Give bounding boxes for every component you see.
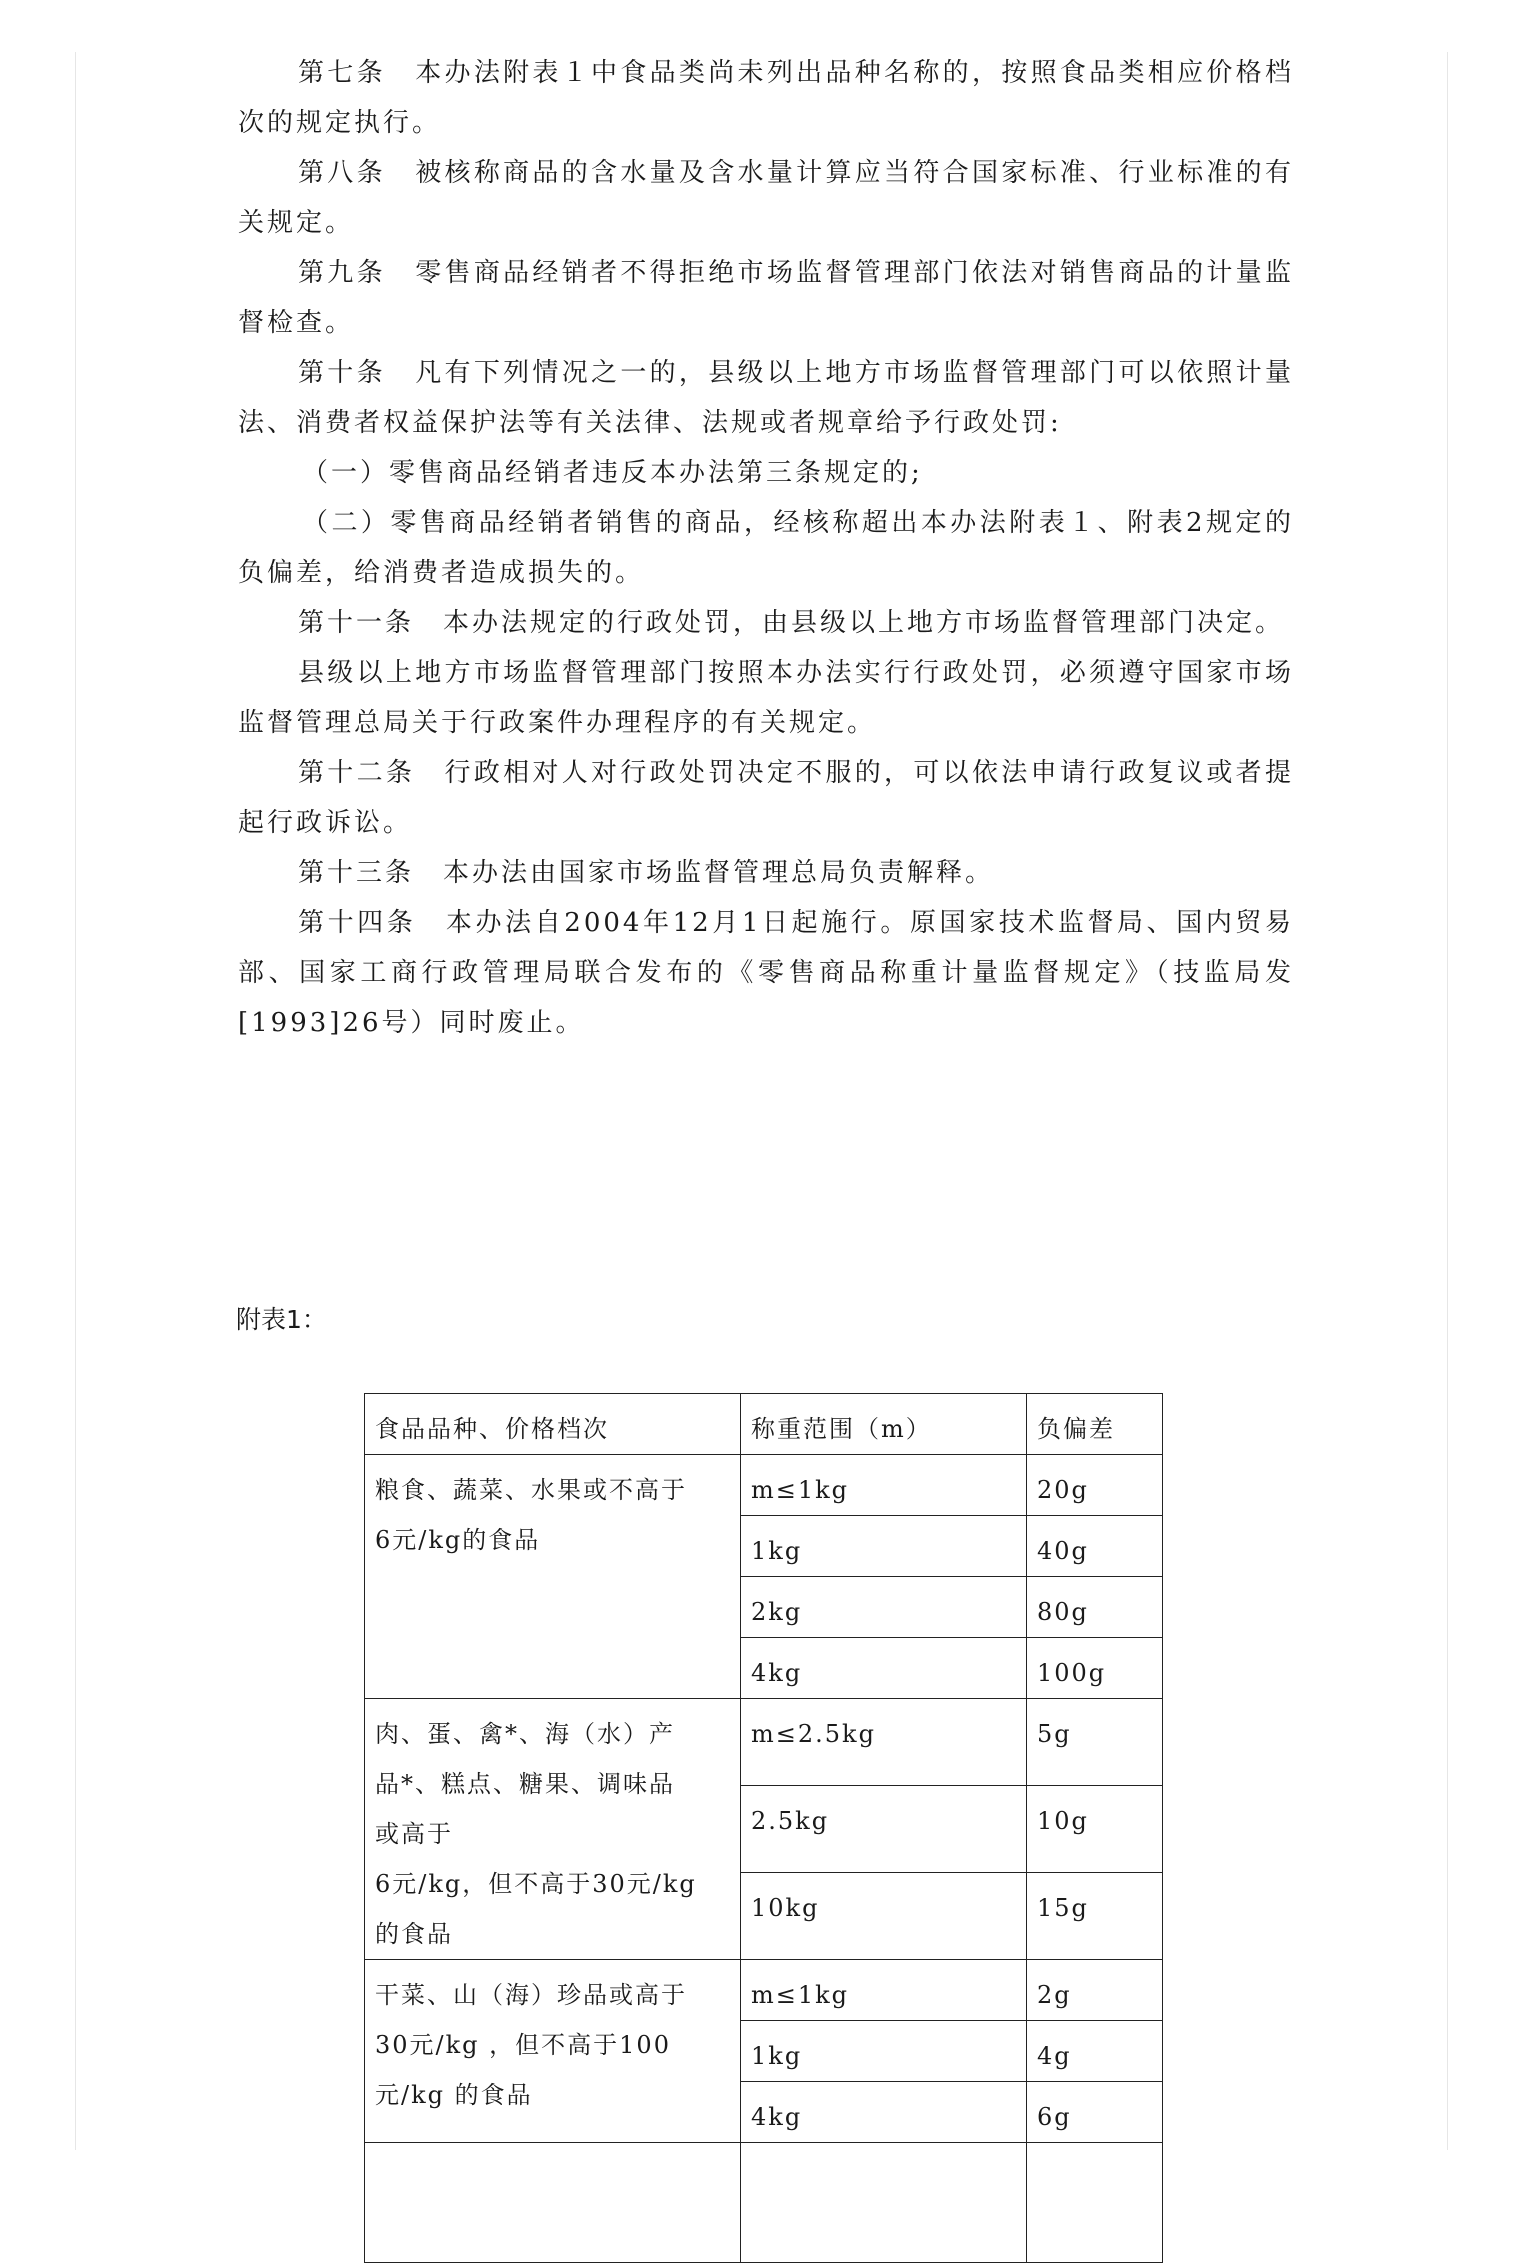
category-line: 干菜、山（海）珍品或高于 <box>375 1981 687 2009</box>
deviation-cell: 4g <box>1027 2021 1163 2082</box>
range-cell: 10kg <box>741 1873 1027 1960</box>
category-cell-3 <box>365 1960 741 2143</box>
range-cell: 4kg <box>741 2082 1027 2143</box>
category-line: 元/kg 的食品 <box>375 2081 533 2109</box>
empty-cell <box>1027 2143 1163 2263</box>
range-cell: 2kg <box>741 1577 1027 1638</box>
range-cell: m≤1kg <box>741 1455 1027 1516</box>
article-8: 第八条 被核称商品的含水量及含水量计算应当符合国家标准、行业标准的有关规定。 <box>238 158 1294 238</box>
deviation-cell: 20g <box>1027 1455 1163 1516</box>
header-range: 称重范围（m） <box>741 1394 1027 1455</box>
range-cell: 4kg <box>741 1638 1027 1699</box>
range-cell: 1kg <box>741 1516 1027 1577</box>
range-cell: 1kg <box>741 2021 1027 2082</box>
table-row <box>365 1455 1163 1516</box>
deviation-cell: 40g <box>1027 1516 1163 1577</box>
category-line: 粮食、蔬菜、水果或不高于 <box>375 1476 687 1504</box>
empty-cell <box>741 2143 1027 2263</box>
deviation-cell: 100g <box>1027 1638 1163 1699</box>
category-cell-2 <box>365 1699 741 1960</box>
article-9: 第九条 零售商品经销者不得拒绝市场监督管理部门依法对销售商品的计量监督检查。 <box>238 258 1294 338</box>
category-line: 或高于 <box>375 1820 453 1848</box>
deviation-cell: 6g <box>1027 2082 1163 2143</box>
category-line: 30元/kg ，但不高于100 <box>375 2031 671 2059</box>
table-row-empty <box>365 2143 1163 2263</box>
deviation-cell: 10g <box>1027 1786 1163 1873</box>
deviation-cell: 5g <box>1027 1699 1163 1786</box>
deviation-cell: 80g <box>1027 1577 1163 1638</box>
category-line: 品*、糕点、糖果、调味品 <box>375 1770 675 1798</box>
document-body <box>238 48 1294 1048</box>
page-margin-left <box>75 52 76 2150</box>
category-line: 6元/kg的食品 <box>375 1526 541 1554</box>
category-line: 6元/kg，但不高于30元/kg <box>375 1870 697 1898</box>
range-cell: m≤2.5kg <box>741 1699 1027 1786</box>
range-cell: m≤1kg <box>741 1960 1027 2021</box>
page-margin-right <box>1447 52 1448 2150</box>
article-10: 第十条 凡有下列情况之一的，县级以上地方市场监督管理部门可以依照计量法、消费者权益保护法等有关法律、法规或者规章给予行政处罚: <box>238 358 1294 438</box>
header-category: 食品品种、价格档次 <box>365 1394 741 1455</box>
deviation-cell: 15g <box>1027 1873 1163 1960</box>
deviation-cell: 2g <box>1027 1960 1163 2021</box>
category-cell-1 <box>365 1455 741 1699</box>
table-row <box>365 1699 1163 1786</box>
header-deviation: 负偏差 <box>1027 1394 1163 1455</box>
range-cell: 2.5kg <box>741 1786 1027 1873</box>
article-14: 第十四条 本办法自2004年12月1日起施行。原国家技术监督局、国内贸易部、国家工商行政管理局联合发布的《零售商品称重计量监督规定》（技监局发[1993]26号）同时废止。 <box>238 908 1294 1038</box>
category-line: 肉、蛋、禽*、海（水）产 <box>375 1720 675 1748</box>
article-10-item-2: （二）零售商品经销者销售的商品，经核称超出本办法附表１、附表2规定的负偏差，给消费者造成损失的。 <box>238 508 1294 588</box>
category-line: 的食品 <box>375 1920 453 1948</box>
empty-cell <box>365 2143 741 2263</box>
table-row <box>365 1960 1163 2021</box>
article-13: 第十三条 本办法由国家市场监督管理总局负责解释。 <box>298 858 995 888</box>
article-10-item-1: （一）零售商品经销者违反本办法第三条规定的; <box>302 458 923 488</box>
attachment-caption: 附表1： <box>236 1305 327 1334</box>
article-12: 第十二条 行政相对人对行政处罚决定不服的，可以依法申请行政复议或者提起行政诉讼。 <box>238 758 1294 838</box>
article-11-clause-2: 县级以上地方市场监督管理部门按照本办法实行行政处罚，必须遵守国家市场监督管理总局关于行政案件办理程序的有关规定。 <box>238 658 1294 738</box>
article-7: 第七条 本办法附表１中食品类尚未列出品种名称的，按照食品类相应价格档次的规定执行。 <box>238 58 1294 138</box>
article-11: 第十一条 本办法规定的行政处罚，由县级以上地方市场监督管理部门决定。 <box>298 608 1285 638</box>
table-header-row <box>365 1394 1163 1455</box>
attachment-table <box>364 1393 1163 2263</box>
